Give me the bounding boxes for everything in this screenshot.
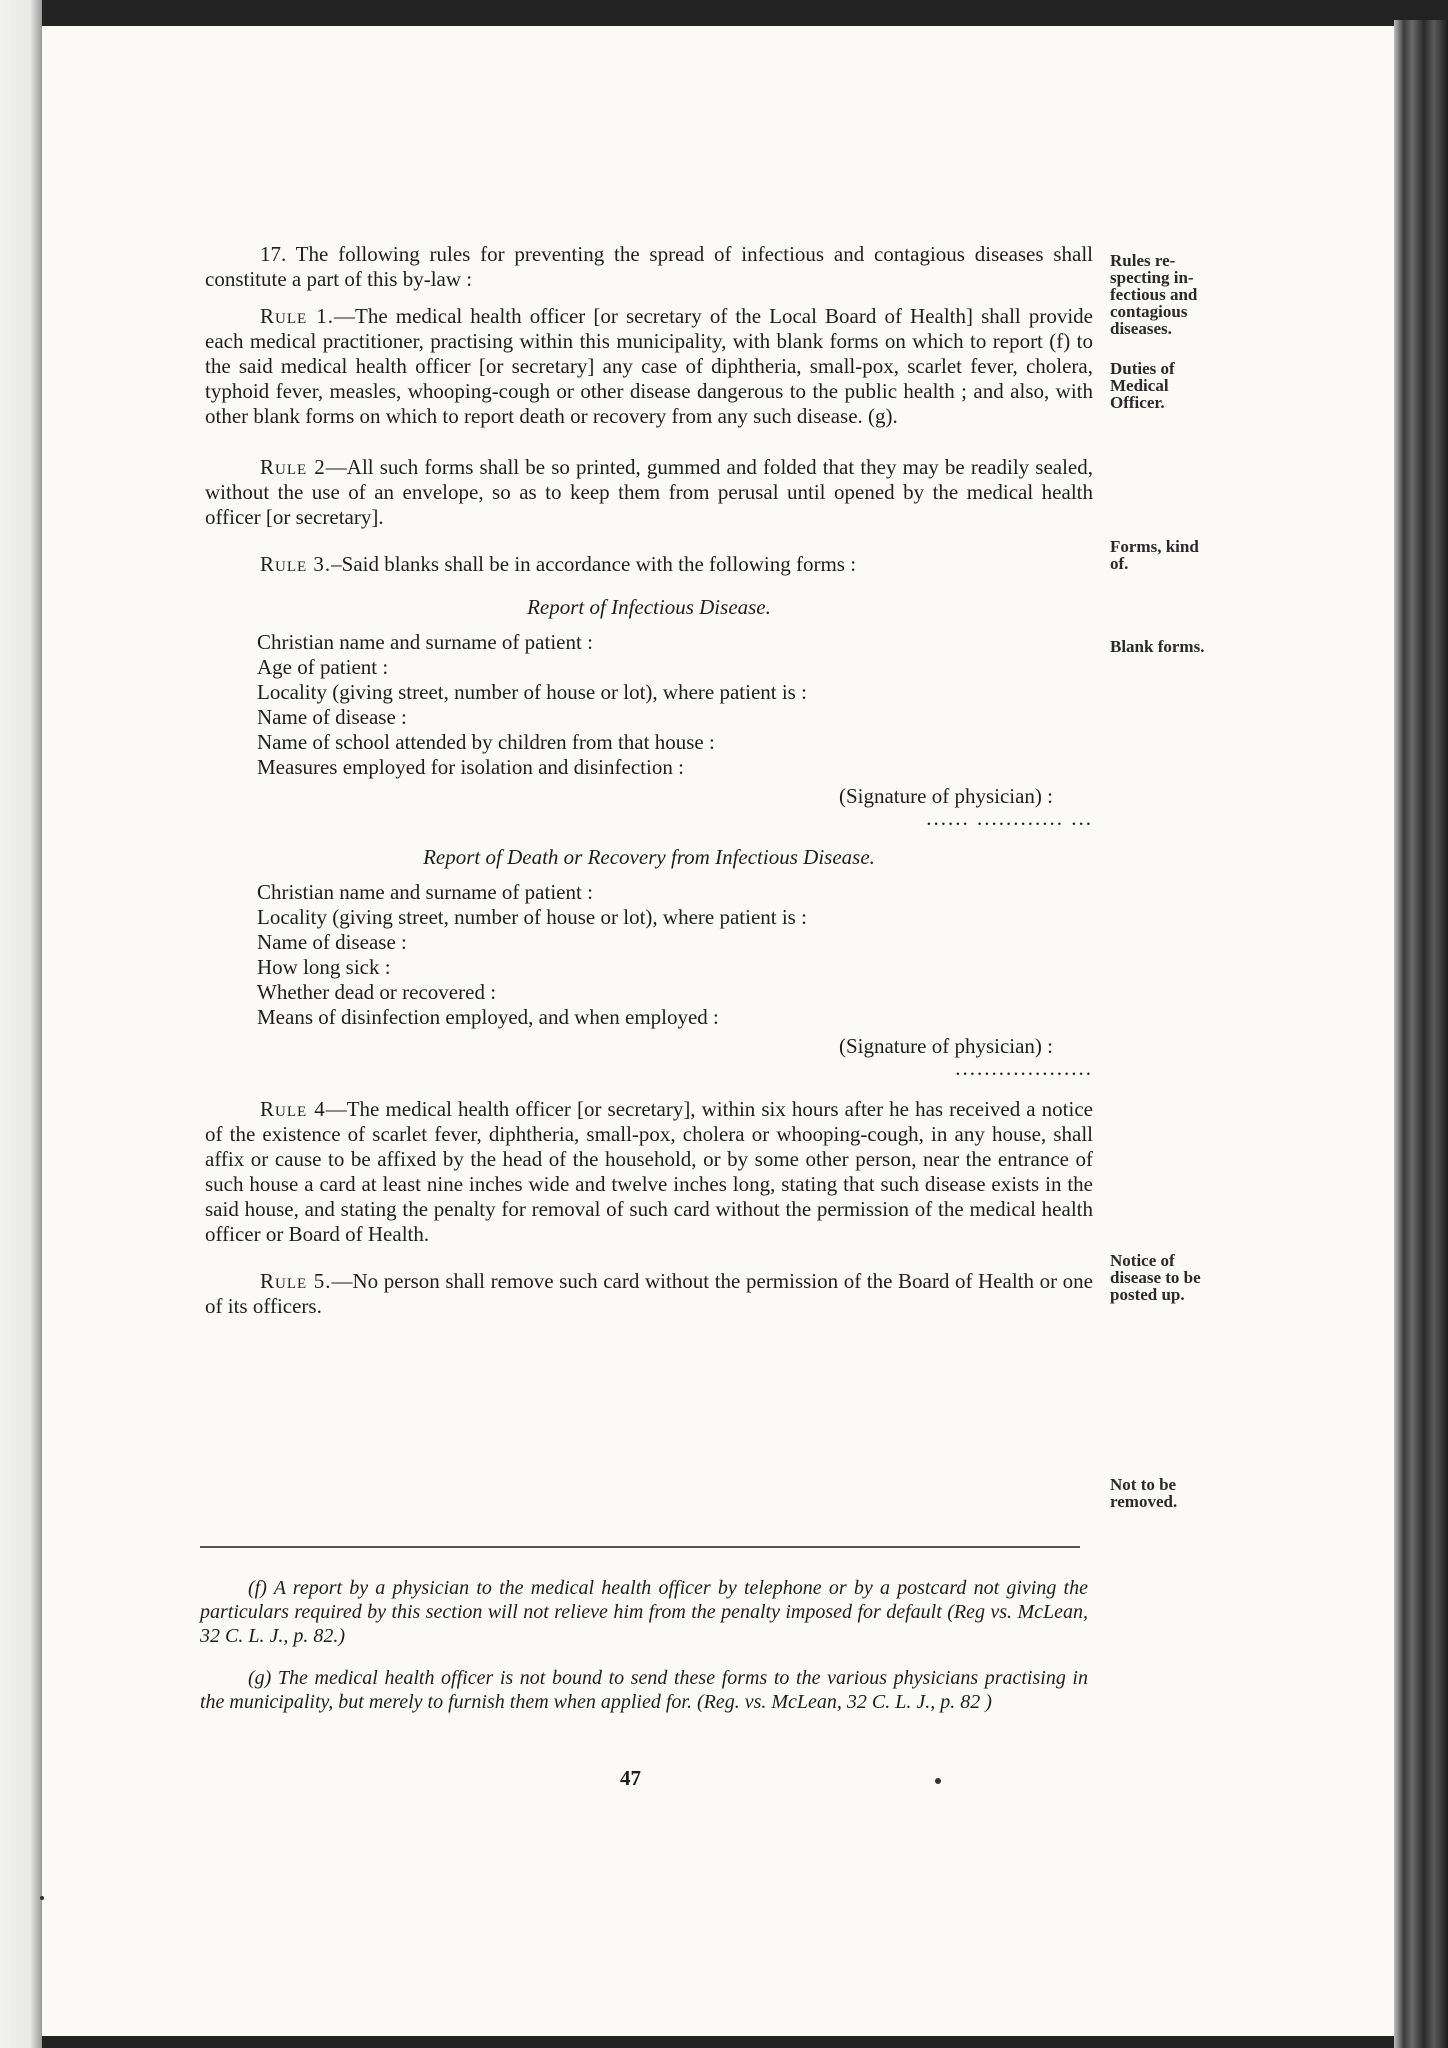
form-1-line: Name of school attended by children from that house : [257,730,715,754]
form-1-title: Report of Infectious Disease. [527,595,771,619]
rule-3 [205,552,1093,577]
margin-note-rules: Rules re- specting in- fectious and contagious diseases. [1110,251,1198,338]
form-2-line: Name of disease : [257,930,407,954]
rule-5 [205,1269,1093,1319]
rule-5-label: Rule 5. [260,1269,332,1293]
margin-note-notice: Notice of disease to be posted up. [1110,1251,1201,1304]
form-1-line: Name of disease : [257,705,407,729]
rule-1-text: —The medical health officer [or secretary of the Local Board of Health] shall provide each medical practitioner, practising within this municipality, with blank forms on which to report (f) to the said medical health officer [or secretary] any case of diphtheria, small-pox, scarlet fever, cholera, typhoid fever, measles, whooping-cough or other disease dangerous to the public health ; and also, with other blank forms on which to report death or recovery from any such disease. (g). [205,304,1094,428]
rule-4-text: —The medical health officer [or secretary], within six hours after he has received a notice of the existence of scarlet fever, diphtheria, small-pox, cholera or whooping-cough, in any house, shall affix or cause to be affixed by the head of the household, or by some other person, near the entrance of such house a card at least nine inches wide and twelve inches long, stating that such disease exists in the said house, and stating the penalty for removal of such card without the permission of the medical health officer or Board of Health. [205,1097,1093,1246]
footnote-g: (g) The medical health officer is not bound to send these forms to the various physicians practising in the municipality, but merely to furnish them when applied for. (Reg. vs. McLean, 32 C. L. J., p. 82 ) [200,1667,1088,1713]
form-1-signature: (Signature of physician) : [838,784,1053,808]
ink-speck [40,1896,44,1900]
rule-3-label: Rule 3. [260,552,332,576]
margin-note-not-removed: Not to be removed. [1110,1475,1178,1511]
form-1-line: Christian name and surname of patient : [257,630,593,654]
rule-4 [205,1097,1093,1247]
rule-5-text: —No person shall remove such card without the permission of the Board of Health or one of its officers. [205,1269,1093,1318]
form-2-line: Means of disinfection employed, and when employed : [257,1005,719,1029]
form-1-line: Locality (giving street, number of house or lot), where patient is : [257,680,807,704]
rule-1 [205,304,1093,429]
form-2-signature: (Signature of physician) : [838,1034,1053,1058]
form-2-signature-dots: ................... [955,1056,1093,1080]
rule-2-text: —All such forms shall be so printed, gummed and folded that they may be readily sealed, without the use of an envelope, so as to keep them from perusal until opened by the medical health officer [or secretary]. [205,455,1093,529]
form-1-signature-dots: ...... ............ ... [926,806,1093,830]
page-number: 47 [620,1766,641,1790]
rule-2 [205,455,1093,530]
book-edge [1394,20,1448,2048]
rule-1-label: Rule 1. [260,304,335,328]
form-2-title: Report of Death or Recovery from Infectious Disease. [423,845,875,869]
form-2-line: Locality (giving street, number of house or lot), where patient is : [257,905,807,929]
rule-4-label: Rule 4 [260,1097,326,1121]
form-2-line: How long sick : [257,955,391,979]
book-gutter [0,0,42,2048]
margin-note-blank-forms: Blank forms. [1110,637,1205,656]
rule-3-text: –Said blanks shall be in accordance with the following forms : [331,552,857,576]
margin-note-duties: Duties of Medical Officer. [1110,359,1175,412]
footnote-divider [200,1546,1080,1548]
footnote-f: (f) A report by a physician to the medical health officer by telephone or by a postcard not giving the particulars required by this section will not relieve him from the penalty imposed for default (Reg vs. McLean, 32 C. L. J., p. 82.) [200,1577,1088,1647]
margin-note-forms-kind: Forms, kind of. [1110,537,1199,573]
main-text [205,242,1093,1319]
rule-2-label: Rule 2 [260,455,326,479]
form-2-line: Whether dead or recovered : [257,980,497,1004]
form-2-line: Christian name and surname of patient : [257,880,593,904]
form-1-line: Age of patient : [257,655,389,679]
paragraph-17: 17. The following rules for preventing the spread of infectious and contagious diseases shall constitute a part of this by-law : [205,242,1093,291]
ink-speck [935,1778,941,1784]
form-1-line: Measures employed for isolation and disinfection : [257,755,684,779]
